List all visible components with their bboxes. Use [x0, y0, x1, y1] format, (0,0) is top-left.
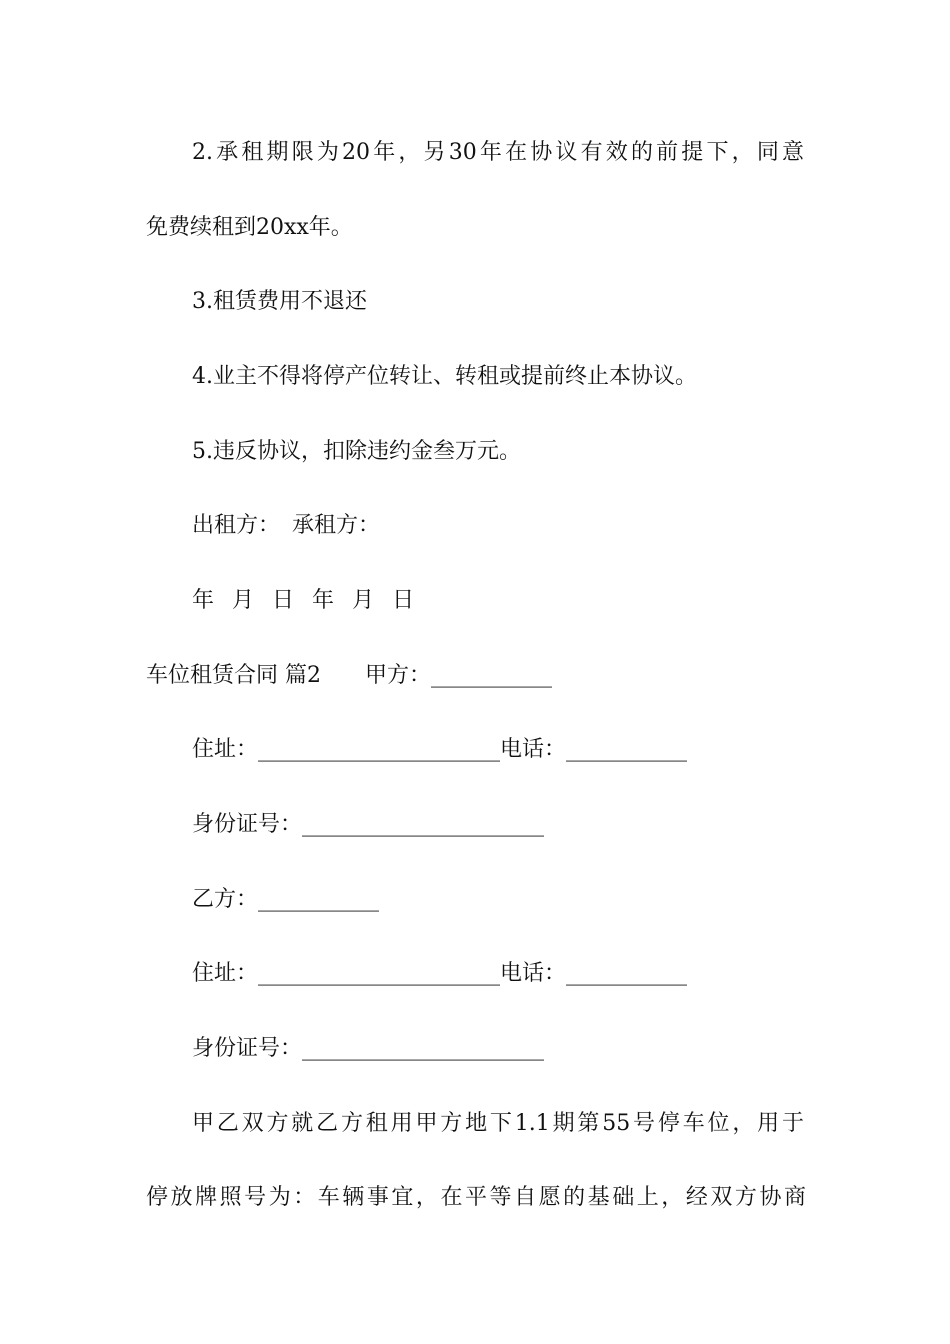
lessor-label: 出租方： [192, 513, 281, 538]
clause-4: 4.业主不得将停产位转让、转租或提前终止本协议。 [192, 364, 697, 389]
section-title: 车位租赁合同 篇2 [146, 663, 321, 688]
party-a-phone-label: 电话： [500, 737, 567, 762]
party-b-id-row [192, 1032, 544, 1066]
lessee-label: 承租方： [292, 513, 381, 538]
clause-2-line-2: 免费续租到20xx年。 [146, 215, 353, 240]
party-a-id-blank: ______________________ [302, 812, 545, 837]
party-b-row [192, 883, 379, 917]
section-heading-row [146, 659, 552, 693]
body-paragraph-line-2: 停放牌照号为：车辆事宜，在平等自愿的基础上，经双方协商 [146, 1185, 806, 1210]
signature-row [192, 509, 380, 543]
party-b-blank: ___________ [258, 887, 380, 912]
party-b-id-label: 身份证号： [192, 1036, 303, 1061]
party-a-id-row [192, 808, 544, 842]
clause-5: 5.违反协议，扣除违约金叁万元。 [192, 439, 521, 464]
party-b-address-row [192, 957, 687, 991]
party-a-address-row [192, 733, 687, 767]
date-month-2: 月 [352, 588, 375, 613]
party-a-blank: ___________ [431, 663, 553, 688]
party-b-address-label: 住址： [192, 961, 259, 986]
date-year-1: 年 [192, 588, 215, 613]
party-a-id-label: 身份证号： [192, 812, 303, 837]
clause-2-line-1: 2.承租期限为20年，另30年在协议有效的前提下，同意 [192, 140, 804, 165]
party-a-address-label: 住址： [192, 737, 259, 762]
party-b-phone-label: 电话： [500, 961, 567, 986]
date-year-2: 年 [312, 588, 335, 613]
party-a-phone-blank: ___________ [566, 737, 688, 762]
party-b-address-blank: ______________________ [258, 961, 501, 986]
party-a-label: 甲方： [365, 663, 432, 688]
party-a-address-blank: ______________________ [258, 737, 501, 762]
date-row [192, 584, 414, 618]
clause-3: 3.租赁费用不退还 [192, 289, 367, 314]
party-b-id-blank: ______________________ [302, 1036, 545, 1061]
date-month-1: 月 [232, 588, 255, 613]
date-day-2: 日 [392, 588, 415, 613]
party-b-phone-blank: ___________ [566, 961, 688, 986]
party-b-label: 乙方： [192, 887, 259, 912]
body-paragraph-line-1: 甲乙双方就乙方租用甲方地下1.1期第55号停车位，用于 [192, 1111, 804, 1136]
date-day-1: 日 [272, 588, 295, 613]
